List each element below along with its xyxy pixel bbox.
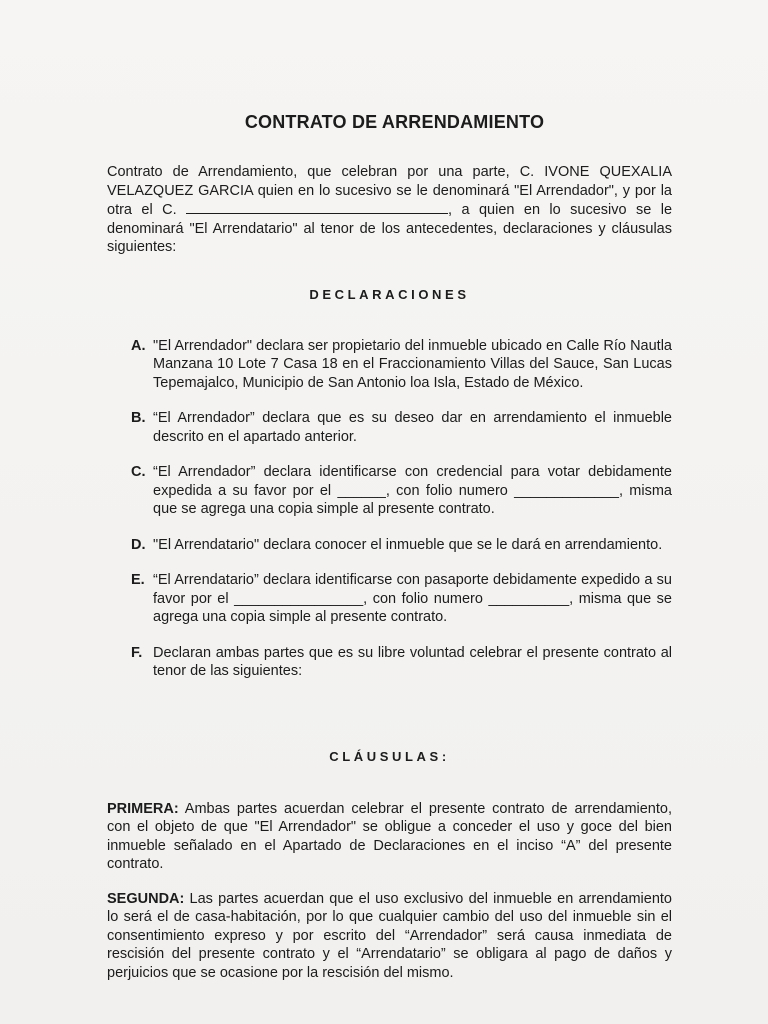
declaracion-item-c <box>107 463 672 519</box>
intro-text-1: Contrato de Arrendamiento, que celebran por una parte, C. IVONE QUEXALIA VELAZQUEZ GARCIA quien en lo sucesivo se le denominará "El Arrendador", y por la otra el C. <box>107 164 672 218</box>
clausula-text: Las partes acuerdan que el uso exclusivo del inmueble en arrendamiento lo será el de casa-habitación, por lo que cualquier cambio del uso del inmueble sin el consentimiento expreso y por escrito del “Arrendador” será causa inmediata de rescisión del presente contrato y el “Arrendatario” se obligara al pago de daños y perjuicios que se ocasione por la rescisión del mismo. <box>107 890 672 981</box>
declaracion-letter: D. <box>131 536 146 553</box>
declaracion-item-a <box>107 337 672 393</box>
declaracion-text: “El Arrendatario” declara identificarse con pasaporte debidamente expedido a su favor por el ________________, con folio numero __________, misma que se agrega una copia simple al presente contrato. <box>153 572 672 625</box>
declaracion-letter: A. <box>131 337 146 354</box>
declaracion-text: “El Arrendador” declara identificarse con credencial para votar debidamente expedida a su favor por el ______, con folio numero _____________, misma que se agrega una copia simple al presente contrato. <box>153 464 672 517</box>
declaracion-text: "El Arrendatario" declara conocer el inmueble que se le dará en arrendamiento. <box>153 536 663 553</box>
clausula-label: PRIMERA: <box>107 800 179 817</box>
document-content <box>107 112 672 998</box>
declaracion-item-d <box>107 536 672 555</box>
declaraciones-list <box>107 337 672 681</box>
clausula-label: SEGUNDA: <box>107 890 185 907</box>
declaracion-text: "El Arrendador" declara ser propietario del inmueble ubicado en Calle Río Nautla Manzana 10 Lote 7 Casa 18 en el Fraccionamiento Villas del Sauce, San Lucas Tepemajalco, Municipio de San Antonio loa Isla, Estado de México. <box>153 337 672 391</box>
declaracion-letter: C. <box>131 464 146 480</box>
clausula-primera <box>107 800 672 874</box>
intro-text-2: , a quien en lo sucesivo se le denominará "El Arrendatario" al tenor de los antecedentes, declaraciones y cláusulas siguientes: <box>107 202 673 255</box>
intro-paragraph <box>107 163 672 257</box>
arrendatario-name-blank <box>186 200 448 214</box>
declaracion-item-b <box>107 409 672 446</box>
declaracion-item-e <box>107 571 672 627</box>
clausulas-heading: CLÁUSULAS: <box>329 748 450 764</box>
declaracion-item-f <box>107 644 672 681</box>
declaracion-letter: F. <box>131 644 143 661</box>
declaracion-text: “El Arrendador” declara que es su deseo dar en arrendamiento el inmueble descrito en el apartado anterior. <box>153 410 672 445</box>
declaracion-letter: E. <box>131 572 145 588</box>
document-title: CONTRATO DE ARRENDAMIENTO <box>244 112 545 132</box>
clausula-text: Ambas partes acuerdan celebrar el presente contrato de arrendamiento, con el objeto de que "El Arrendador" se obligue a conceder el uso y goce del bien inmueble señalado en el Apartado de Declaraciones en el inciso “A” del presente contrato. <box>107 800 672 872</box>
declaracion-letter: B. <box>131 410 146 426</box>
declaracion-text: Declaran ambas partes que es su libre voluntad celebrar el presente contrato al tenor de las siguientes: <box>153 644 672 679</box>
declaraciones-heading: DECLARACIONES <box>309 286 470 302</box>
clausula-segunda <box>107 890 672 983</box>
